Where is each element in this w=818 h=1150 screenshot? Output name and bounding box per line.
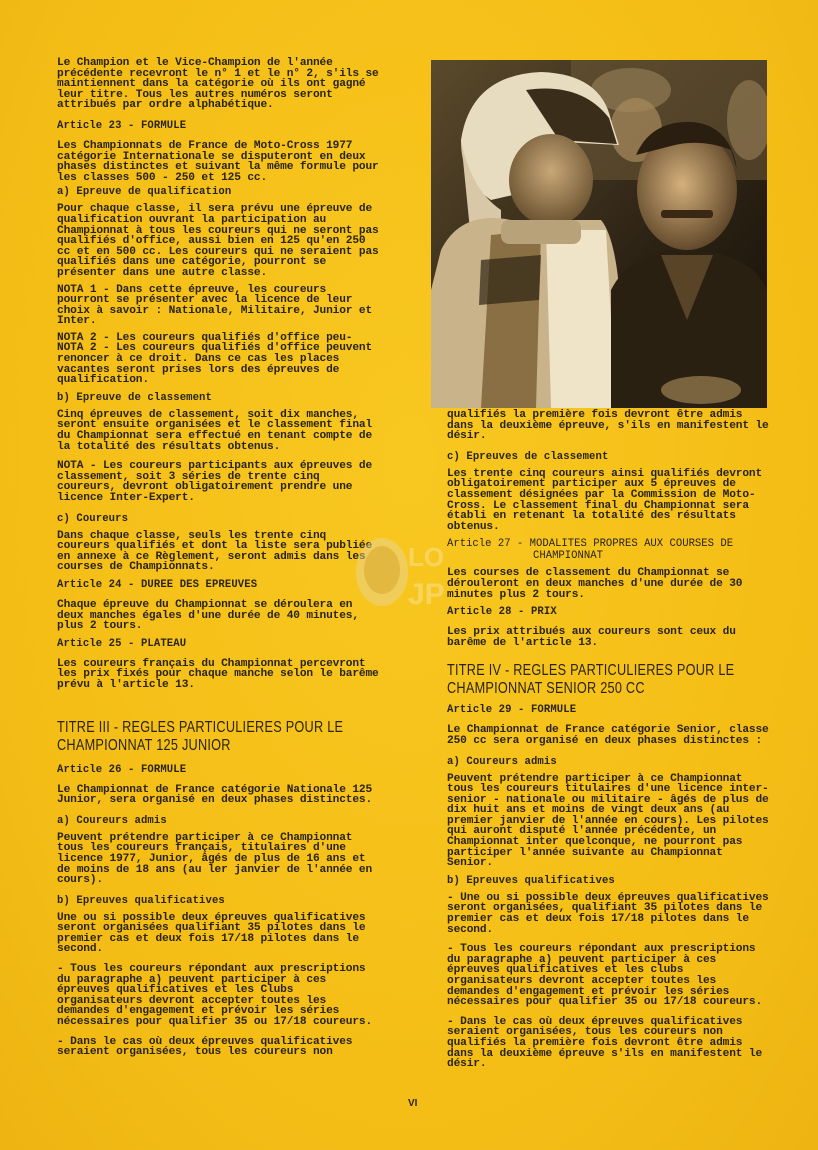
watermark-logo (350, 530, 460, 620)
section-a-heading: a) Epreuve de qualification (57, 186, 232, 199)
photo-motocross-riders (431, 60, 767, 408)
epreuves-qualificatives-heading: b) Epreuves qualificatives (57, 894, 225, 907)
intro-paragraph: Le Champion et le Vice-Champion de l'année précédente recevront le n° 1 et le n° 2, s'ils se maintiennent dans la catégorie où ils ont gagné leur titre. Tous les autres numéros seront attribués par ordre alphabétique. (57, 57, 379, 112)
article-23-text: Les Championnats de France de Moto-Cross 1977 catégorie Internationale se disputeront en deux phases distinctes et suivant la même formule pour les classes 500 - 250 et 125 cc. (57, 139, 379, 184)
epreuves-classement-text: Les trente cinq coureurs ainsi qualifiés devront obligatoirement participer aux 5 épreuves de classement désignées par la Commission de Moto-Cross. Le classement final du Championnat sera établi en retenant la totalité des résultats obtenus. (447, 467, 763, 533)
coureurs-admis-heading-senior: a) Coureurs admis (447, 755, 557, 768)
titre-4-heading: TITRE IV - REGLES PARTICULIERES POUR LE CHAMPIONNAT SENIOR 250 CC (447, 662, 735, 698)
article-29-heading: Article 29 - FORMULE (447, 704, 577, 717)
epreuves-qualificatives-text-senior-3: - Dans le cas où deux épreuves qualificatives seraient organisées, tous les coureurs non qualifiés la première fois devront être admis dans la deuxième épreuve s'ils en manifestent le désir. (447, 1015, 763, 1071)
article-29-text: Le Championnat de France catégorie Senior, classe 250 cc sera organisé en deux phases distinctes : (447, 724, 769, 747)
article-27-text: Les courses de classement du Championnat se dérouleront en deux manches d'une durée de 30 minutes plus 2 tours. (447, 567, 743, 601)
coureurs-admis-text: Peuvent prétendre participer à ce Championnat tous les coureurs français, titulaires d'une licence 1977, Junior, âgés de plus de 16 ans et de moins de 18 ans (au ler janvier de l'année en cours). (57, 831, 373, 887)
nota-2-fragment: NOTA 2 - Les coureurs qualifiés d'office peu- (57, 331, 353, 344)
page-number: VI (408, 1098, 418, 1109)
titre-3-heading: TITRE III - REGLES PARTICULIERES POUR LE CHAMPIONNAT 125 JUNIOR (57, 718, 344, 754)
watermark-icon (350, 530, 460, 620)
article-25-text: Les coureurs français du Championnat percevront les prix fixés pour chaque manche selon le barême prévu à l'article 13. (57, 657, 379, 691)
svg-text:LO: LO (408, 542, 445, 572)
section-a-text: Pour chaque classe, il sera prévu une épreuve de qualification ouvrant la participation au Championnat à tous les coureurs qui ne seront pas qualifiés d'office, aussi bien en 125 qu'en 250 cc et en 500 cc. Les coureurs qui ne seraient pas qualifiés dans une catégorie, pourront se présenter dans une autre classe. (57, 203, 379, 279)
section-c-heading: c) Coureurs (57, 512, 129, 525)
article-24-heading: Article 24 - DUREE DES EPREUVES (57, 578, 258, 591)
coureurs-admis-text-senior: Peuvent prétendre participer à ce Championnat tous les coureurs titulaires d'une licence inter-senior - nationale ou militaire - âgés de plus de dix huit ans et moins de vingt deux ans (au premier janvier de l'année en cours). Les pilotes qui auront disputé l'année précédente, un Championnat inter quelconque, ne pourront pas participer l'année suivante au Championnat Senior. (447, 772, 769, 870)
epreuves-qualificatives-text-senior: - Une ou si possible deux épreuves qualificatives seront organisées, qualifiant 35 pilotes dans le premier cas et deux fois 17/18 pilotes dans le second. (447, 891, 769, 936)
epreuves-qualificatives-text: Une ou si possible deux épreuves qualificatives seront organisées qualifiant 35 pilotes dans le premier cas et deux fois 17/18 pilotes dans le second. (57, 911, 366, 956)
epreuves-qualificatives-text-3: - Dans le cas où deux épreuves qualificatives seraient organisées, tous les coureurs non (57, 1035, 353, 1059)
epreuves-qualificatives-heading-senior: b) Epreuves qualificatives (447, 874, 615, 887)
nota-1: NOTA 1 - Dans cette épreuve, les coureurs pourront se présenter avec la licence de leur choix à savoir : Nationale, Militaire, Junior et Inter. (57, 283, 373, 328)
epreuves-qualificatives-text-2: - Tous les coureurs répondant aux prescriptions du paragraphe a) peuvent participer à ces épreuves qualificatives et les Clubs organisateurs devront accepter toutes les demandes d'engagement et prévoir les séries nécessaires pour qualifier 35 ou 17/18 coureurs. (57, 963, 373, 1029)
article-24-text: Chaque épreuve du Championnat se déroulera en deux manches égales d'une durée de 40 minutes, plus 2 tours. (57, 598, 359, 633)
article-23-heading: Article 23 - FORMULE (57, 119, 187, 132)
article-28-heading: Article 28 - PRIX (447, 606, 557, 619)
nota-3: NOTA - Les coureurs participants aux épreuves de classement, soit 3 séries de trente cinq coureurs, devront obligatoirement prendre une licence Inter-Expert. (57, 460, 373, 504)
continuation-text: qualifiés la première fois devront être admis dans la deuxième épreuve, s'ils en manifestent le désir. (447, 409, 769, 443)
left-column (57, 58, 379, 1058)
article-25-heading: Article 25 - PLATEAU (57, 637, 187, 650)
article-26-text: Le Championnat de France catégorie Nationale 125 Junior, sera organisé en deux phases distinctes. (57, 783, 373, 807)
article-27-heading-cont: CHAMPIONNAT (533, 550, 603, 563)
section-c-text: Dans chaque classe, seuls les trente cinq coureurs qualifiés et dont la liste sera publiée en annexe à ce Règlement, seront admis dans les courses de Championnats. (57, 529, 373, 574)
photo-illustration (431, 60, 767, 408)
epreuves-qualificatives-text-senior-2: - Tous les coureurs répondant aux prescriptions du paragraphe a) peuvent participer à ces épreuves qualificatives et les clubs organisateurs devront accepter toutes les demandes d'engagement et prévoir les séries nécessaires pour qualifier 35 ou 17/18 coureurs. (447, 943, 763, 1009)
section-b-heading: b) Epreuve de classement (57, 391, 212, 404)
coureurs-admis-heading: a) Coureurs admis (57, 814, 167, 827)
svg-text:JP: JP (408, 578, 445, 611)
right-column (447, 410, 769, 1070)
epreuves-classement-heading: c) Epreuves de classement (447, 450, 609, 463)
article-26-heading: Article 26 - FORMULE (57, 763, 187, 776)
article-28-text: Les prix attribués aux coureurs sont ceux du barême de l'article 13. (447, 626, 736, 649)
section-b-text: Cinq épreuves de classement, soit dix manches, seront ensuite organisées et le classement final du Championnat sera effectué en tenant compte de la totalité des résultats obtenus. (57, 408, 373, 453)
nota-2: NOTA 2 - Les coureurs qualifiés d'office peuvent renoncer à ce droit. Dans ce cas les places vacantes seront prises lors des épreuves de qualification. (57, 342, 373, 387)
article-27-heading: Article 27 - MODALITES PROPRES AUX COURSES DE (447, 538, 734, 551)
